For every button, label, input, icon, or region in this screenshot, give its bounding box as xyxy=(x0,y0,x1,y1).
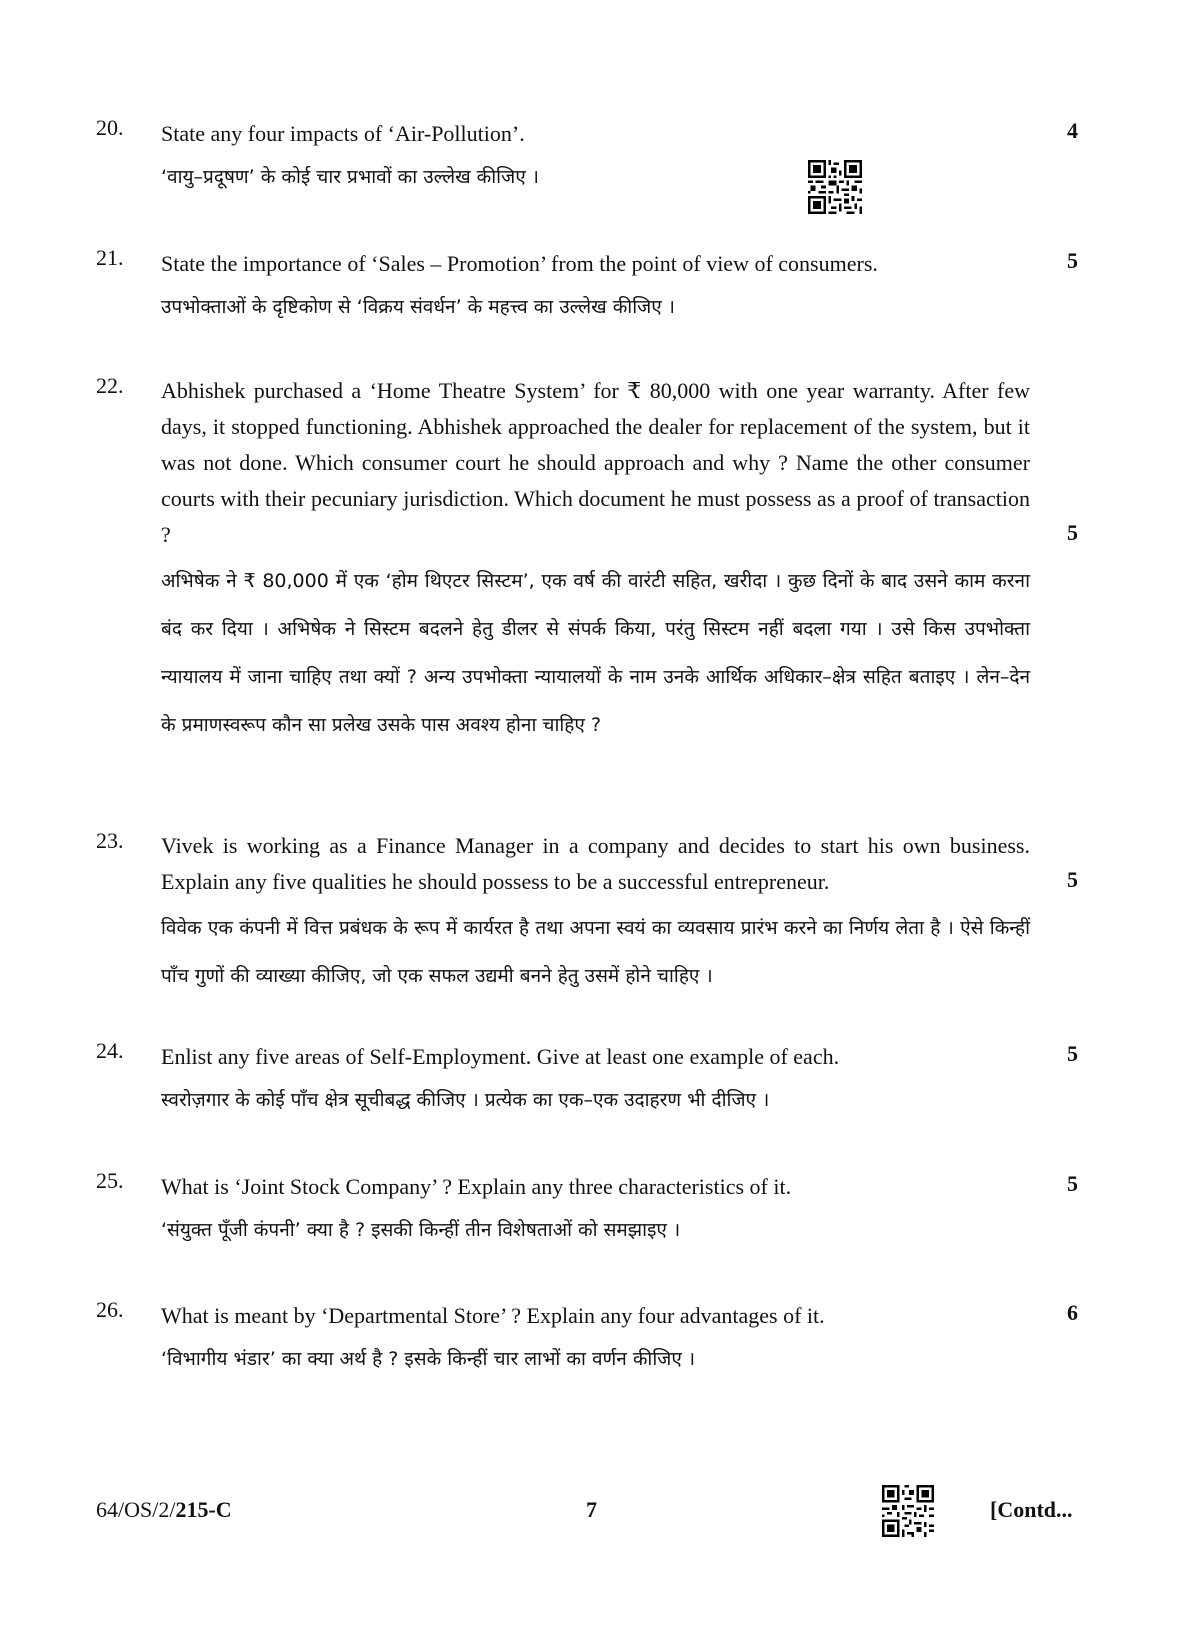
question-text-hindi: ‘विभागीय भंडार’ का क्या अर्थ है ? इसके किन्हीं चार लाभों का वर्णन कीजिए । xyxy=(161,1348,696,1370)
question-marks: 5 xyxy=(1067,1041,1078,1066)
question-marks: 5 xyxy=(1067,1171,1078,1196)
question-number: 23. xyxy=(96,828,124,853)
question-text-hindi: उपभोक्ताओं के दृष्टिकोण से ‘विक्रय संवर्धन’ के महत्त्व का उल्लेख कीजिए । xyxy=(161,296,675,318)
question-text-hindi: ‘संयुक्त पूँजी कंपनी’ क्या है ? इसकी किन्हीं तीन विशेषताओं को समझाइए । xyxy=(161,1219,681,1241)
page-number: 7 xyxy=(586,1497,597,1522)
question-number: 26. xyxy=(96,1297,124,1322)
question-number: 21. xyxy=(96,245,124,270)
question-marks: 5 xyxy=(1067,520,1078,545)
paper-code-prefix: 64/OS/2/ xyxy=(96,1497,176,1522)
question-text-english: State any four impacts of ‘Air-Pollution’. xyxy=(161,121,525,146)
qr-code-icon xyxy=(808,160,862,214)
qr-code-icon xyxy=(882,1485,934,1537)
question-20 xyxy=(96,115,1078,201)
question-24 xyxy=(96,1038,1078,1124)
question-number: 24. xyxy=(96,1038,124,1063)
question-text-english: Vivek is working as a Finance Manager in a company and decides to start his own business. Explain any five qualities he should possess to be a successful entrepreneur. xyxy=(161,833,1030,894)
question-marks: 6 xyxy=(1067,1300,1078,1325)
question-text-hindi: विवेक एक कंपनी में वित्त प्रबंधक के रूप में कार्यरत है तथा अपना स्वयं का व्यवसाय प्रारंभ करने का निर्णय लेता है । ऐसे किन्हीं पाँच गुणों की व्याख्या कीजिए, जो एक सफल उद्यमी बनने हेतु उसमें होने चाहिए । xyxy=(161,917,1030,987)
question-marks: 5 xyxy=(1067,248,1078,273)
question-21 xyxy=(96,245,1078,331)
question-text-hindi: स्वरोज़गार के कोई पाँच क्षेत्र सूचीबद्ध कीजिए । प्रत्येक का एक–एक उदाहरण भी दीजिए । xyxy=(161,1089,770,1111)
question-text-english: Abhishek purchased a ‘Home Theatre System’ for ₹ 80,000 with one year warranty. After few days, it stopped functioning. Abhishek approached the dealer for replacement of the system, but it was not done. Which consumer court he should approach and why ? Name the other consumer courts with their pecuniary jurisdiction. Which document he must possess as a proof of transaction ? xyxy=(161,378,1030,547)
question-text-hindi: ‘वायु–प्रदूषण’ के कोई चार प्रभावों का उल्लेख कीजिए । xyxy=(161,166,539,188)
paper-code xyxy=(96,1497,232,1523)
question-number: 20. xyxy=(96,115,124,140)
question-marks: 4 xyxy=(1067,118,1078,143)
question-marks: 5 xyxy=(1067,867,1078,892)
question-number: 22. xyxy=(96,373,124,398)
question-text-english: State the importance of ‘Sales – Promotion’ from the point of view of consumers. xyxy=(161,251,878,276)
question-number: 25. xyxy=(96,1168,124,1193)
question-text-english: What is ‘Joint Stock Company’ ? Explain any three characteristics of it. xyxy=(161,1174,792,1199)
question-23 xyxy=(96,828,1078,1000)
question-26 xyxy=(96,1297,1078,1383)
paper-code-suffix: 215-C xyxy=(175,1497,232,1522)
question-25 xyxy=(96,1168,1078,1254)
question-text-hindi: अभिषेक ने ₹ 80,000 में एक ‘होम थिएटर सिस्टम’, एक वर्ष की वारंटी सहित, खरीदा । कुछ दिनों के बाद उसने काम करना बंद कर दिया । अभिषेक ने सिस्टम बदलने हेतु डीलर से संपर्क किया, परंतु सिस्टम नहीं बदला गया । उसे किस उपभोक्ता न्यायालय में जाना चाहिए तथा क्यों ? अन्य उपभोक्ता न्यायालयों के नाम उनके आर्थिक अधिकार–क्षेत्र सहित बताइए । लेन–देन के प्रमाणस्वरूप कौन सा प्रलेख उसके पास अवश्य होना चाहिए ? xyxy=(161,570,1030,736)
question-text-english: Enlist any five areas of Self-Employment. Give at least one example of each. xyxy=(161,1044,840,1069)
question-22 xyxy=(96,373,1078,749)
continued-label: [Contd... xyxy=(990,1497,1073,1522)
question-text-english: What is meant by ‘Departmental Store’ ? Explain any four advantages of it. xyxy=(161,1303,825,1328)
